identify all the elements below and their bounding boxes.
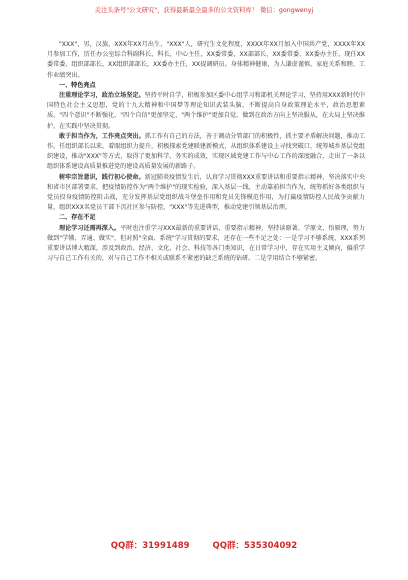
intro-paragraph: "XXX"，男，汉族，XXX年XX月出生，"XXX"人，研究生文化程度，XXXX年XX月加入中国共产党，XXXX年XX月参加工作，历任办公室综合科副科长、科长，中心主任，XX委常委、XX部部长，XX委常委、XX委办主任，现任XX委常委、组织部部长、XX组织部部长，XX委办主任，XX提调研员。身体精神健康，为人谦虚谨慎、家庭关系和睦、工作业绩突出。 <box>47 41 365 79</box>
paragraph-text: 坚持平时自学，积极参加区委中心组学习和部机关理论学习，坚持用XXX新时代中国特色社会主义思想，党的十九大精神和中国梦等理论知识武装头脑，不断提高自身政策理论水平，政治思想素质。"四个意识"不断强化，"四个自信"更加坚定，"两个维护"更加自觉。做到在政治方向上坚决服从，在大局上坚决维护，在实践中坚决贯彻。 <box>47 92 366 130</box>
shortcoming-paragraph-1 <box>47 224 365 265</box>
paragraph-text: 平时也注重学习XXX最新的重要讲话、重要指示精神，坚持读原著、学原文、悟原理，努力做到"学懂、弄通、做实"，但对照"全面、系统"学习贯彻的要求，还存在一些不足之处：一是学习不够系统，XXX系列重要讲话博大精深，涉及到政治、经济、文化、社会、科技等各门类知识，在日常学习中，存在实用主义倾向，偏重学习与自己工作有关的，对与自己工作不相关或联系不紧密的缺乏系统的钻研。二是学用结合不够紧密。 <box>47 224 365 263</box>
paragraph-text: 抓工作有自己的方法，善于调动分管部门的积极性，抓主要矛盾解决问题，推动工作。任组织部长以来，着眼组织力提升，积极探索党建联建新模式，从组织体系建设上寻找突破口，统筹城乡基层党组织建设，推动"XXX"等方式，取得了更加科学、务实的成效，实现区域党建工作与中心工作的深度融合，走出了一条以组织体系建设高质量推进党的建设高质量发展的新路子。 <box>47 132 365 171</box>
header-banner: 关注头条号"公文研究"，获得最新最全最多的公文资料库！ 微信：gongwenyj <box>94 7 314 14</box>
footer-banner <box>0 539 408 551</box>
highlight-paragraph-1 <box>47 91 365 132</box>
highlight-paragraph-2 <box>47 132 365 173</box>
paragraph-lead: 注重理论学习，政治立场坚定。 <box>59 92 145 100</box>
paragraph-lead: 敢于担当作为，工作亮点突出。 <box>59 132 145 140</box>
paragraph-lead: 树牢宗旨意识，践行初心使命。 <box>59 173 145 181</box>
paragraph-lead: 理论学习还需再深入。 <box>59 224 121 232</box>
section-heading-shortcomings: 二、存在不足 <box>59 214 96 222</box>
paragraph-text: 新冠肺炎疫情发生后，认真学习贯彻XXX重要讲话和重要指示精神，坚决落实中央和省市区部署要求，把疫情防控作为"两个维护"的现实检验，深入基层一线，主动靠前担当作为，统筹抓好各类组织与党员投身疫情防控阻击战，充分发挥基层党组织战斗堡垒作用和党员先锋模范作用，为打赢疫情防控人民战争贡献力量，组织XXX名党员干部下沉社区参与防控，"XXX"等先进典型，推动党建引领基层治理。 <box>47 173 366 212</box>
qq-group-2: QQ群：535304092 <box>212 541 298 551</box>
section-heading-highlights: 一、特色亮点 <box>59 81 96 89</box>
qq-group-1: QQ群：31991489 <box>110 541 190 551</box>
document-body <box>47 40 365 264</box>
highlight-paragraph-3 <box>47 173 365 214</box>
